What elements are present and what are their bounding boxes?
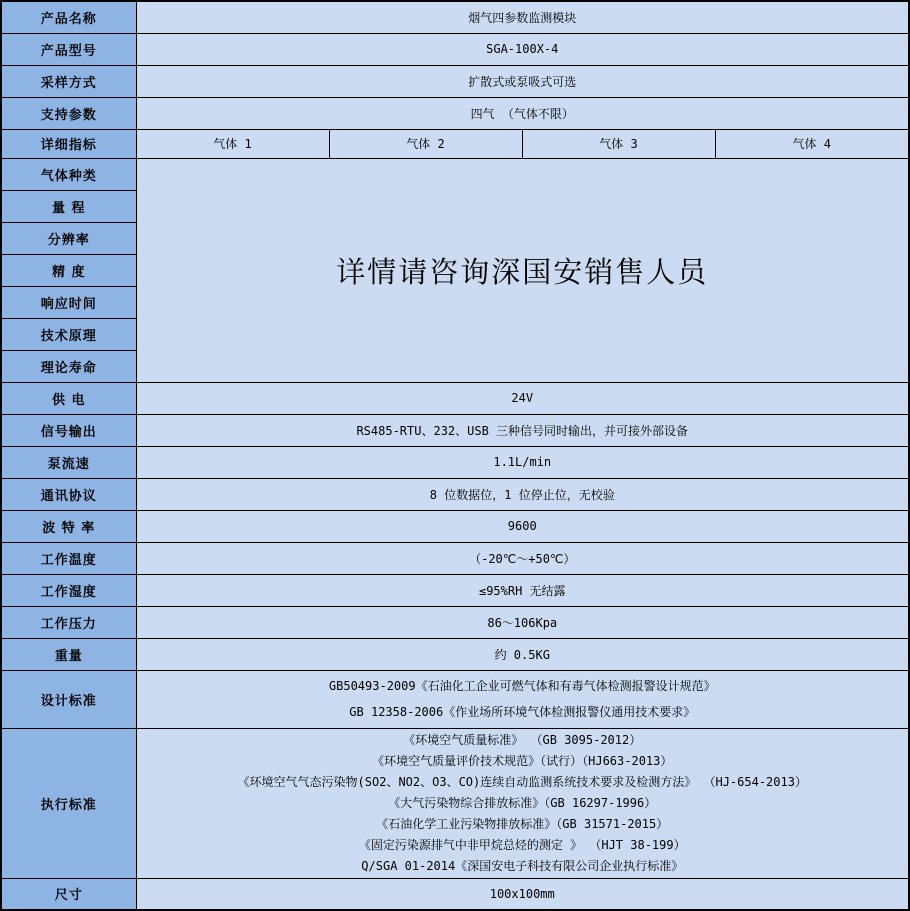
exec-standard-line: Q/SGA 01-2014《深国安电子科技有限公司企业执行标准》 xyxy=(361,858,684,873)
design-standard-line: GB 12358-2006《作业场所环境气体检测报警仪通用技术要求》 xyxy=(349,705,696,719)
table-row-baud-rate xyxy=(1,510,909,542)
exec-standard-line: 《固定污染源排气中非甲烷总烃的测定 》 （HJT 38-199） xyxy=(358,837,686,852)
row-label-protocol: 通讯协议 xyxy=(1,478,136,510)
table-row-work-temp xyxy=(1,542,909,574)
row-value-product-model: SGA-100X-4 xyxy=(136,33,909,65)
row-label-accuracy: 精 度 xyxy=(1,254,136,286)
table-row-product-name xyxy=(1,1,909,33)
table-row-detail-header xyxy=(1,129,909,158)
table-row-weight xyxy=(1,638,909,670)
row-value-params: 四气 （气体不限） xyxy=(136,97,909,129)
table-row-work-pressure xyxy=(1,606,909,638)
row-label-work-pressure: 工作压力 xyxy=(1,606,136,638)
gas-column-3: 气体 3 xyxy=(522,129,715,158)
row-label-product-name: 产品名称 xyxy=(1,1,136,33)
table-row-size xyxy=(1,878,909,910)
table-row-product-model xyxy=(1,33,909,65)
row-label-range: 量 程 xyxy=(1,190,136,222)
table-row-gas-type xyxy=(1,158,909,190)
table-row-params xyxy=(1,97,909,129)
table-row-work-humidity xyxy=(1,574,909,606)
row-label-response-time: 响应时间 xyxy=(1,286,136,318)
row-label-tech-principle: 技术原理 xyxy=(1,318,136,350)
exec-standard-line: 《环境空气质量标准》 （GB 3095-2012） xyxy=(403,732,642,747)
exec-standard-line: 《环境空气质量评价技术规范》（试行）（HJ663-2013） xyxy=(372,753,673,768)
row-value-exec-standards xyxy=(136,728,909,878)
table-row-pump-flow xyxy=(1,446,909,478)
gas-column-1: 气体 1 xyxy=(136,129,329,158)
row-label-work-temp: 工作温度 xyxy=(1,542,136,574)
design-standard-line: GB50493-2009《石油化工企业可燃气体和有毒气体检测报警设计规范》 xyxy=(328,679,716,693)
row-value-signal-output: RS485-RTU、232、USB 三种信号同时输出，并可接外部设备 xyxy=(136,414,909,446)
row-value-baud-rate: 9600 xyxy=(136,510,909,542)
row-value-work-pressure: 86～106Kpa xyxy=(136,606,909,638)
row-value-power: 24V xyxy=(136,382,909,414)
row-value-work-humidity: ≤95%RH 无结露 xyxy=(136,574,909,606)
row-label-work-humidity: 工作湿度 xyxy=(1,574,136,606)
row-label-power: 供 电 xyxy=(1,382,136,414)
table-row-signal-output xyxy=(1,414,909,446)
consult-notice-text: 详情请咨询深国安销售人员 xyxy=(336,254,709,289)
row-label-params: 支持参数 xyxy=(1,97,136,129)
row-label-baud-rate: 波 特 率 xyxy=(1,510,136,542)
table-row-design-standards xyxy=(1,670,909,728)
exec-standard-line: 《大气污染物综合排放标准》（GB 16297-1996） xyxy=(388,795,657,810)
table-row-exec-standards xyxy=(1,728,909,878)
gas-column-4: 气体 4 xyxy=(715,129,909,158)
row-label-design-standards: 设计标准 xyxy=(1,670,136,728)
row-label-exec-standards: 执行标准 xyxy=(1,728,136,878)
table-row-power xyxy=(1,382,909,414)
row-value-work-temp: （-20℃～+50℃） xyxy=(136,542,909,574)
row-value-size: 100x100mm xyxy=(136,878,909,910)
gas-column-2: 气体 2 xyxy=(329,129,522,158)
row-label-resolution: 分辨率 xyxy=(1,222,136,254)
row-label-size: 尺寸 xyxy=(1,878,136,910)
row-value-weight: 约 0.5KG xyxy=(136,638,909,670)
row-value-pump-flow: 1.1L/min xyxy=(136,446,909,478)
row-label-sampling: 采样方式 xyxy=(1,65,136,97)
row-label-signal-output: 信号输出 xyxy=(1,414,136,446)
row-label-gas-type: 气体种类 xyxy=(1,158,136,190)
row-label-weight: 重量 xyxy=(1,638,136,670)
row-value-sampling: 扩散式或泵吸式可选 xyxy=(136,65,909,97)
exec-standard-line: 《环境空气气态污染物(SO2、NO2、O3、CO)连续自动监测系统技术要求及检测方法》 （HJ-654-2013） xyxy=(237,774,807,789)
exec-standard-line: 《石油化学工业污染物排放标准》（GB 31571-2015） xyxy=(376,816,669,831)
row-label-pump-flow: 泵流速 xyxy=(1,446,136,478)
row-value-product-name: 烟气四参数监测模块 xyxy=(136,1,909,33)
row-label-product-model: 产品型号 xyxy=(1,33,136,65)
table-row-protocol xyxy=(1,478,909,510)
row-value-protocol: 8 位数据位，1 位停止位，无校验 xyxy=(136,478,909,510)
row-label-lifetime: 理论寿命 xyxy=(1,350,136,382)
consult-notice-cell xyxy=(136,158,909,382)
table-row-sampling xyxy=(1,65,909,97)
row-label-detail: 详细指标 xyxy=(1,129,136,158)
row-value-design-standards xyxy=(136,670,909,728)
